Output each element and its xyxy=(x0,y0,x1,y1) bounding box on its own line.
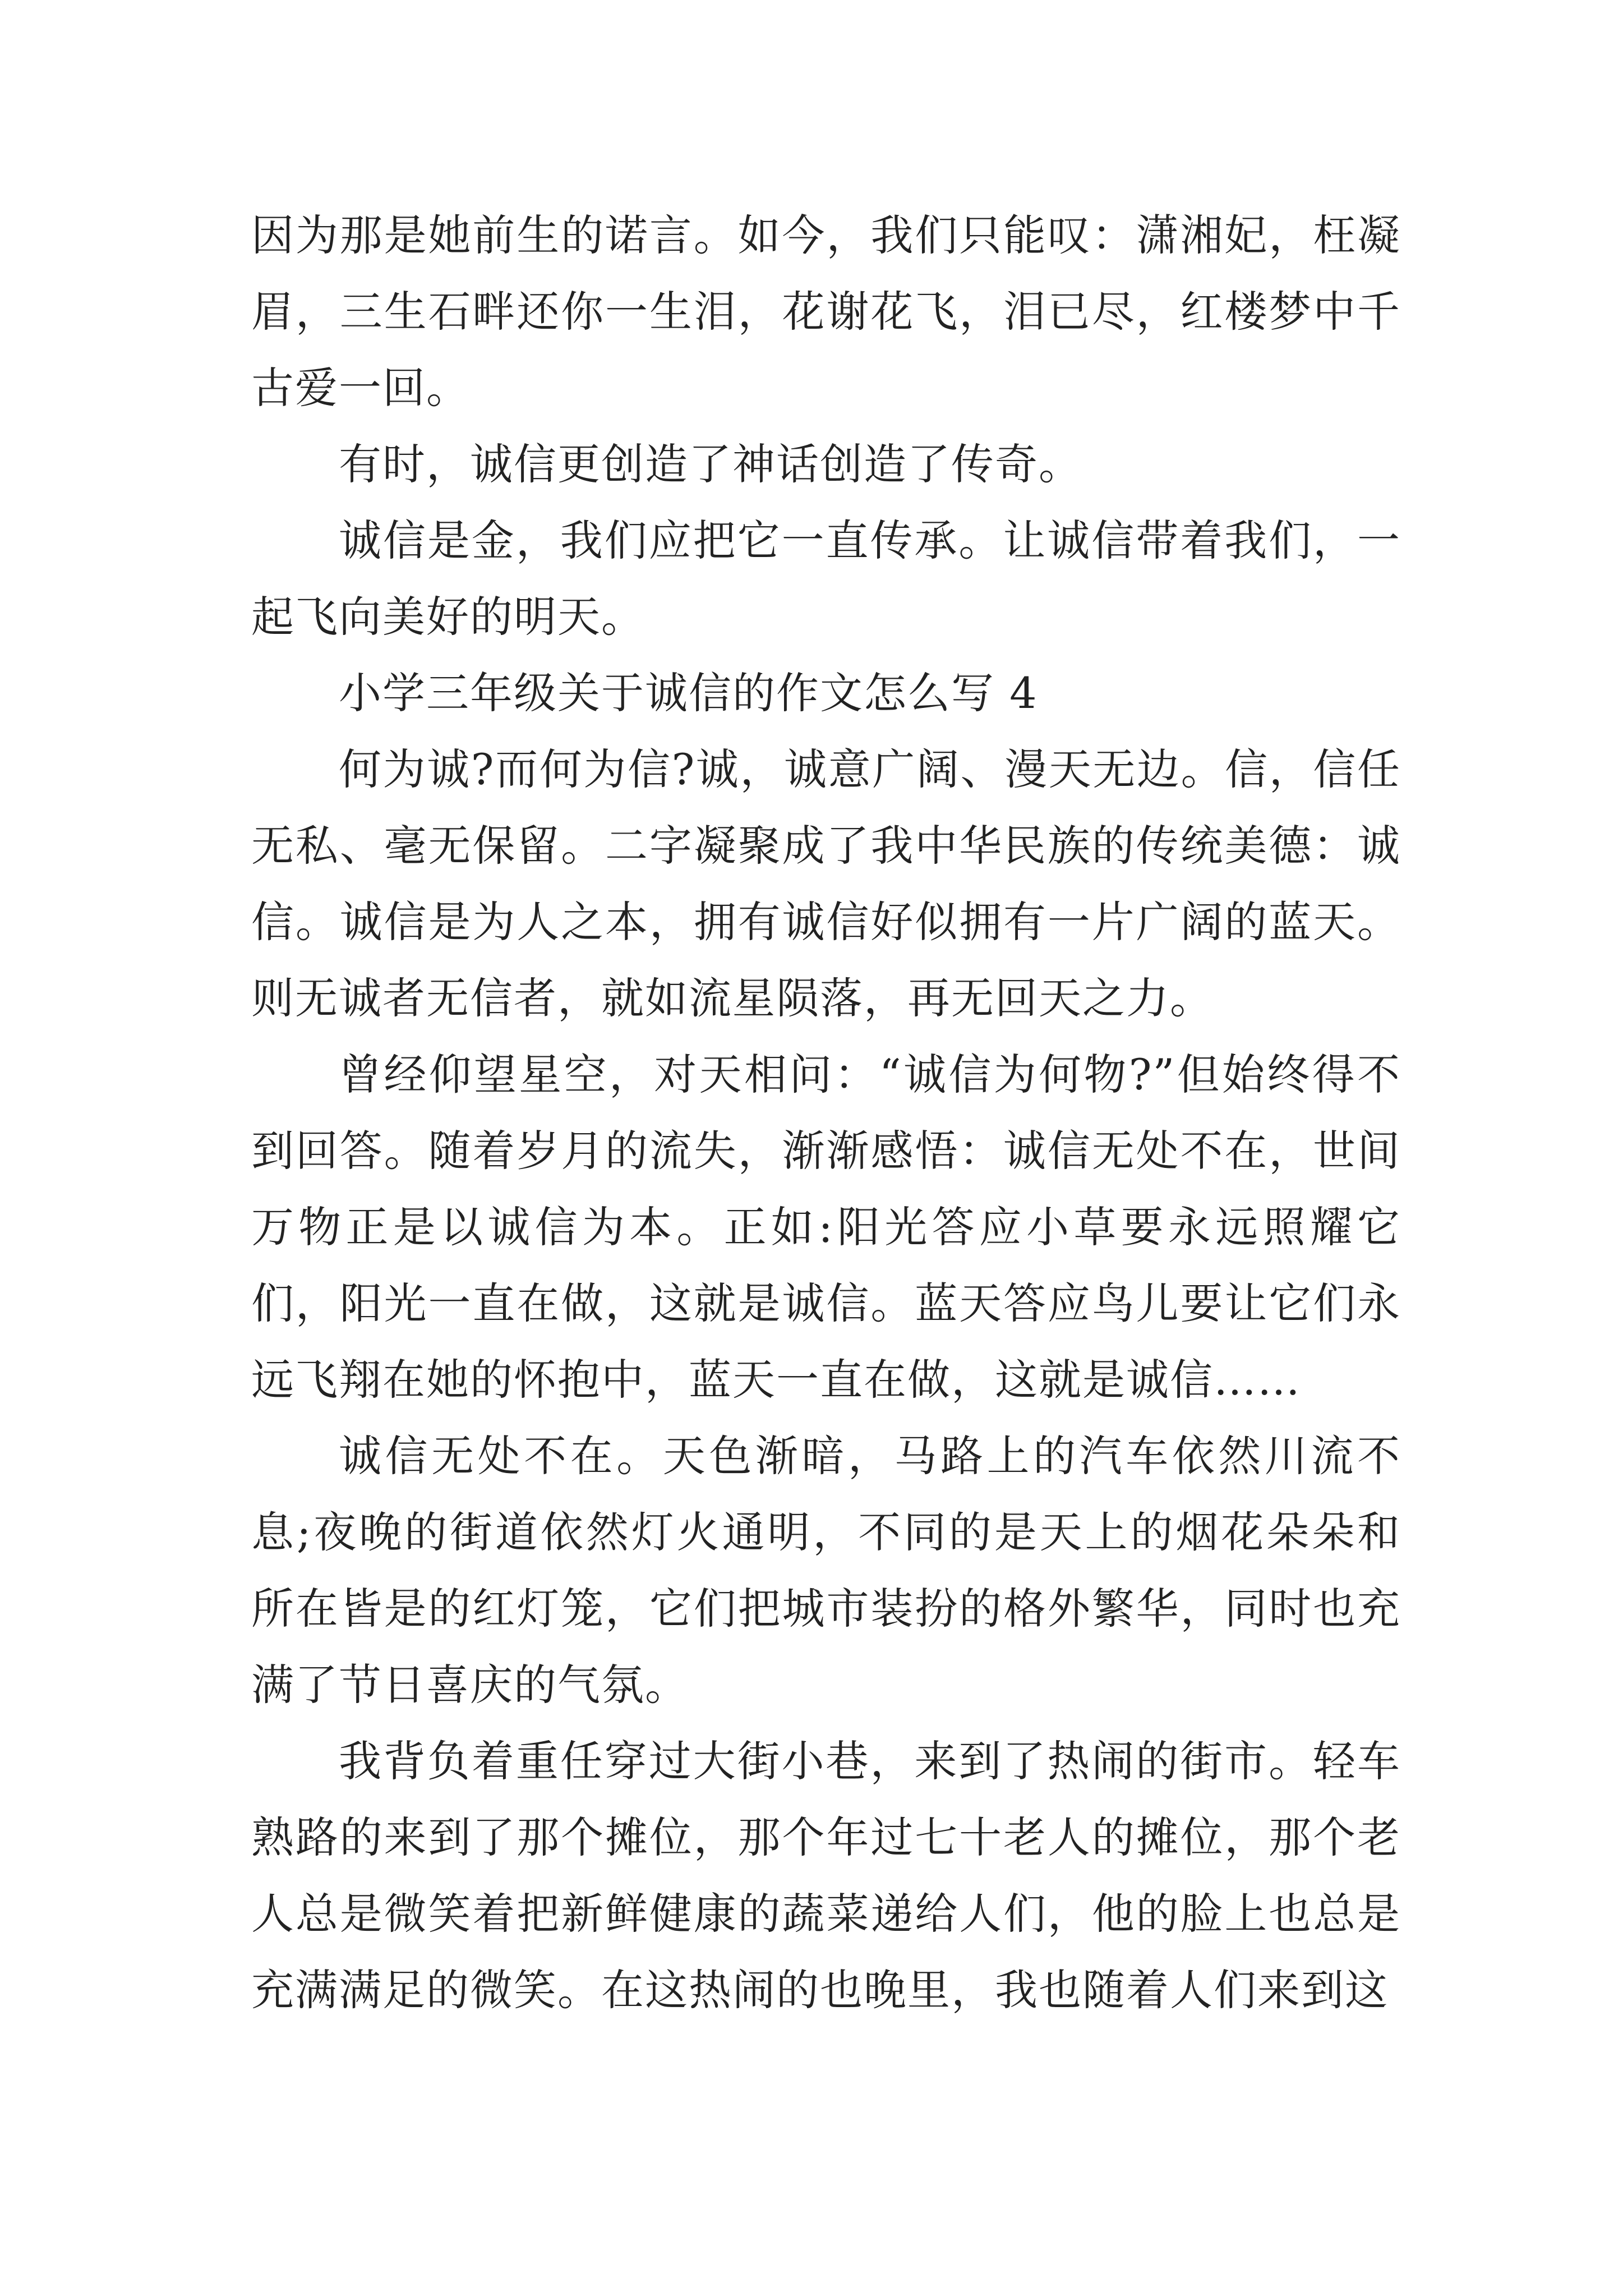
paragraph-5: 何为诚?而何为信?诚，诚意广阔、漫天无边。信，信任无私、毫无保留。二字凝聚成了我中华民族的传统美德：诚信。诚信是为人之本，拥有诚信好似拥有一片广阔的蓝天。则无诚者无信者，就如流星陨落，再无回天之力。 xyxy=(251,744,1401,1023)
paragraph-3: 诚信是金，我们应把它一直传承。让诚信带着我们，一起飞向美好的明天。 xyxy=(251,516,1401,642)
paragraph-1: 因为那是她前生的诺言。如今，我们只能叹：潇湘妃，枉凝眉，三生石畔还你一生泪，花谢花飞，泪已尽，红楼梦中千古爱一回。 xyxy=(251,210,1401,413)
document-body xyxy=(251,197,1401,2028)
paragraph-2: 有时，诚信更创造了神话创造了传奇。 xyxy=(339,439,1082,489)
section-heading: 小学三年级关于诚信的作文怎么写 4 xyxy=(339,668,1038,718)
paragraph-8: 我背负着重任穿过大街小巷，来到了热闹的街市。轻车熟路的来到了那个摊位，那个年过七十老人的摊位，那个老人总是微笑着把新鲜健康的蔬菜递给人们，他的脸上也总是充满满足的微笑。在这热闹的也晚里，我也随着人们来到这 xyxy=(251,1736,1401,2015)
paragraph-6: 曾经仰望星空，对天相问：“诚信为何物?”但始终得不到回答。随着岁月的流失，渐渐感悟：诚信无处不在，世间万物正是以诚信为本。正如:阳光答应小草要永远照耀它们，阳光一直在做，这就是诚信。蓝天答应鸟儿要让它们永远飞翔在她的怀抱中，蓝天一直在做，这就是诚信…… xyxy=(251,1050,1401,1405)
paragraph-7: 诚信无处不在。天色渐暗，马路上的汽车依然川流不息;夜晚的街道依然灯火通明，不同的是天上的烟花朵朵和所在皆是的红灯笼，它们把城市装扮的格外繁华，同时也充满了节日喜庆的气氛。 xyxy=(251,1431,1401,1710)
